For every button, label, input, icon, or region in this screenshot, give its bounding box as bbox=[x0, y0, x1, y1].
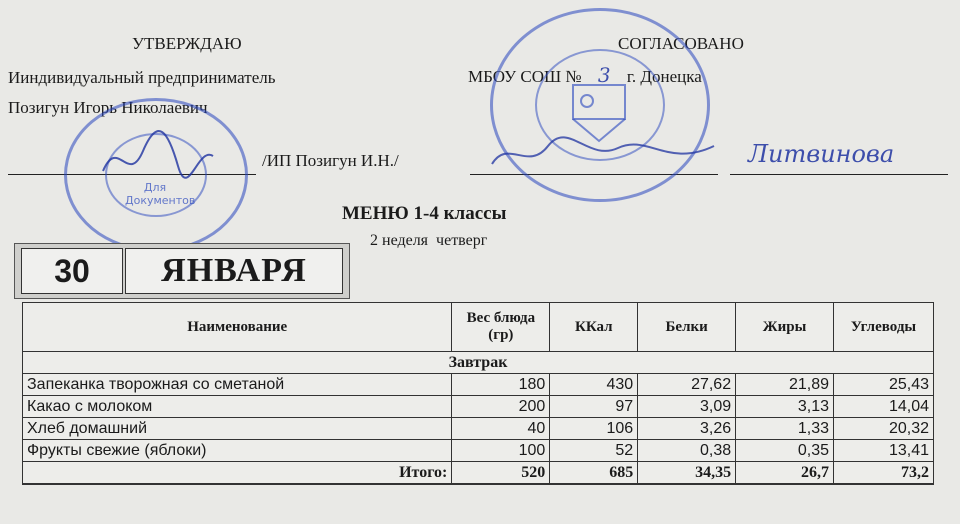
row-weight: 40 bbox=[452, 418, 550, 440]
table-header-row bbox=[23, 303, 934, 352]
table-row bbox=[23, 396, 934, 418]
right-signature-scribble bbox=[488, 132, 718, 176]
row-fat: 0,35 bbox=[736, 440, 834, 462]
date-month: ЯНВАРЯ bbox=[125, 248, 343, 294]
table-row bbox=[23, 418, 934, 440]
table-row bbox=[23, 374, 934, 396]
menu-title: МЕНЮ 1-4 классы bbox=[342, 203, 507, 224]
row-protein: 3,26 bbox=[638, 418, 736, 440]
row-carbs: 13,41 bbox=[834, 440, 934, 462]
row-carbs: 25,43 bbox=[834, 374, 934, 396]
row-fat: 21,89 bbox=[736, 374, 834, 396]
row-weight: 200 bbox=[452, 396, 550, 418]
total-kcal: 685 bbox=[550, 462, 638, 485]
row-carbs: 20,32 bbox=[834, 418, 934, 440]
total-carbs: 73,2 bbox=[834, 462, 934, 485]
header-weight: Вес блюда (гр) bbox=[452, 303, 550, 352]
row-protein: 3,09 bbox=[638, 396, 736, 418]
agree-title: СОГЛАСОВАНО bbox=[618, 34, 744, 53]
agree-signature: Литвинова bbox=[748, 140, 895, 168]
row-protein: 27,62 bbox=[638, 374, 736, 396]
table-row bbox=[23, 440, 934, 462]
row-kcal: 106 bbox=[550, 418, 638, 440]
total-protein: 34,35 bbox=[638, 462, 736, 485]
approve-sign-name: /ИП Позигун И.Н./ bbox=[262, 151, 399, 170]
row-name: Хлеб домашний bbox=[23, 418, 452, 440]
row-kcal: 97 bbox=[550, 396, 638, 418]
header-protein: Белки bbox=[638, 303, 736, 352]
header-fat: Жиры bbox=[736, 303, 834, 352]
agree-org-city: г. Донецка bbox=[626, 67, 702, 86]
row-protein: 0,38 bbox=[638, 440, 736, 462]
approve-line-2: Позигун Игорь Николаевич bbox=[8, 98, 208, 117]
row-name: Запеканка творожная со сметаной bbox=[23, 374, 452, 396]
left-stamp-text: Для Документов bbox=[125, 181, 196, 207]
row-kcal: 430 bbox=[550, 374, 638, 396]
row-weight: 100 bbox=[452, 440, 550, 462]
date-day: 30 bbox=[21, 248, 123, 294]
header-carbs: Углеводы bbox=[834, 303, 934, 352]
total-weight: 520 bbox=[452, 462, 550, 485]
approve-title: УТВЕРЖДАЮ bbox=[132, 34, 242, 53]
left-signature-scribble bbox=[98, 126, 218, 186]
date-box bbox=[14, 243, 350, 299]
agree-org-number: 3 bbox=[597, 63, 611, 87]
row-name: Какао с молоком bbox=[23, 396, 452, 418]
header-kcal: ККал bbox=[550, 303, 638, 352]
section-breakfast: Завтрак bbox=[23, 352, 934, 374]
row-fat: 3,13 bbox=[736, 396, 834, 418]
section-row bbox=[23, 352, 934, 374]
menu-subtitle: 2 неделя четверг bbox=[370, 232, 488, 249]
row-name: Фрукты свежие (яблоки) bbox=[23, 440, 452, 462]
menu-table bbox=[22, 302, 934, 485]
agree-org-prefix: МБОУ СОШ № bbox=[468, 67, 582, 86]
row-weight: 180 bbox=[452, 374, 550, 396]
row-fat: 1,33 bbox=[736, 418, 834, 440]
agree-signature-line-2 bbox=[730, 174, 948, 175]
approve-line-1: Ииндивидуальный предприниматель bbox=[8, 68, 276, 87]
row-kcal: 52 bbox=[550, 440, 638, 462]
total-row bbox=[23, 462, 934, 485]
total-label: Итого: bbox=[23, 462, 452, 485]
row-carbs: 14,04 bbox=[834, 396, 934, 418]
header-name: Наименование bbox=[23, 303, 452, 352]
total-fat: 26,7 bbox=[736, 462, 834, 485]
